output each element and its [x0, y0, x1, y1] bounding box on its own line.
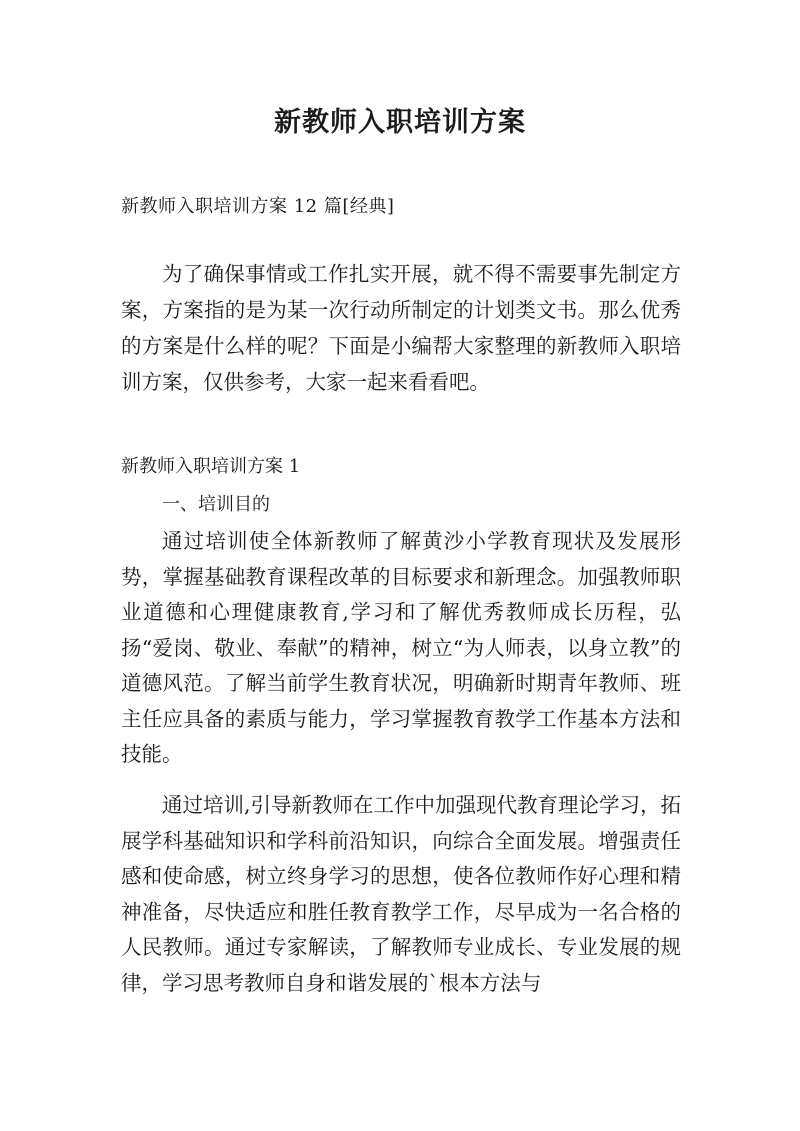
- body-paragraph: 通过培训,引导新教师在工作中加强现代教育理论学习，拓展学科基础知识和学科前沿知识，向综合全面发展。增强责任感和使命感，树立终身学习的思想，使各位教师作好心理和精神准备，尽快适应和胜任教育教学工作，尽早成为一名合格的人民教师。通过专家解读，了解教师专业成长、专业发展的规律，学习思考教师自身和谐发展的`根本方法与: [121, 793, 682, 995]
- intro-paragraph: 为了确保事情或工作扎实开展，就不得不需要事先制定方案，方案指的是为某一次行动所制定的计划类文书。那么优秀的方案是什么样的呢？下面是小编帮大家整理的新教师入职培训方案，仅供参考，大家一起来看看吧。: [121, 262, 681, 394]
- document-subtitle: 新教师入职培训方案 12 篇[经典]: [121, 196, 395, 217]
- document-title: 新教师入职培训方案: [274, 107, 526, 138]
- body-paragraph: 通过培训使全体新教师了解黄沙小学教育现状及发展形势，掌握基础教育课程改革的目标要求和新理念。加强教师职业道德和心理健康教育,学习和了解优秀教师成长历程，弘扬“爱岗、敬业、奉献”的精神，树立“为人师表，以身立教”的道德风范。了解当前学生教育状况，明确新时期青年教师、班主任应具备的素质与能力，学习掌握教育教学工作基本方法和技能。: [121, 529, 681, 766]
- section-heading: 新教师入职培训方案 1: [121, 456, 301, 477]
- sub-heading: 一、培训目的: [162, 494, 270, 515]
